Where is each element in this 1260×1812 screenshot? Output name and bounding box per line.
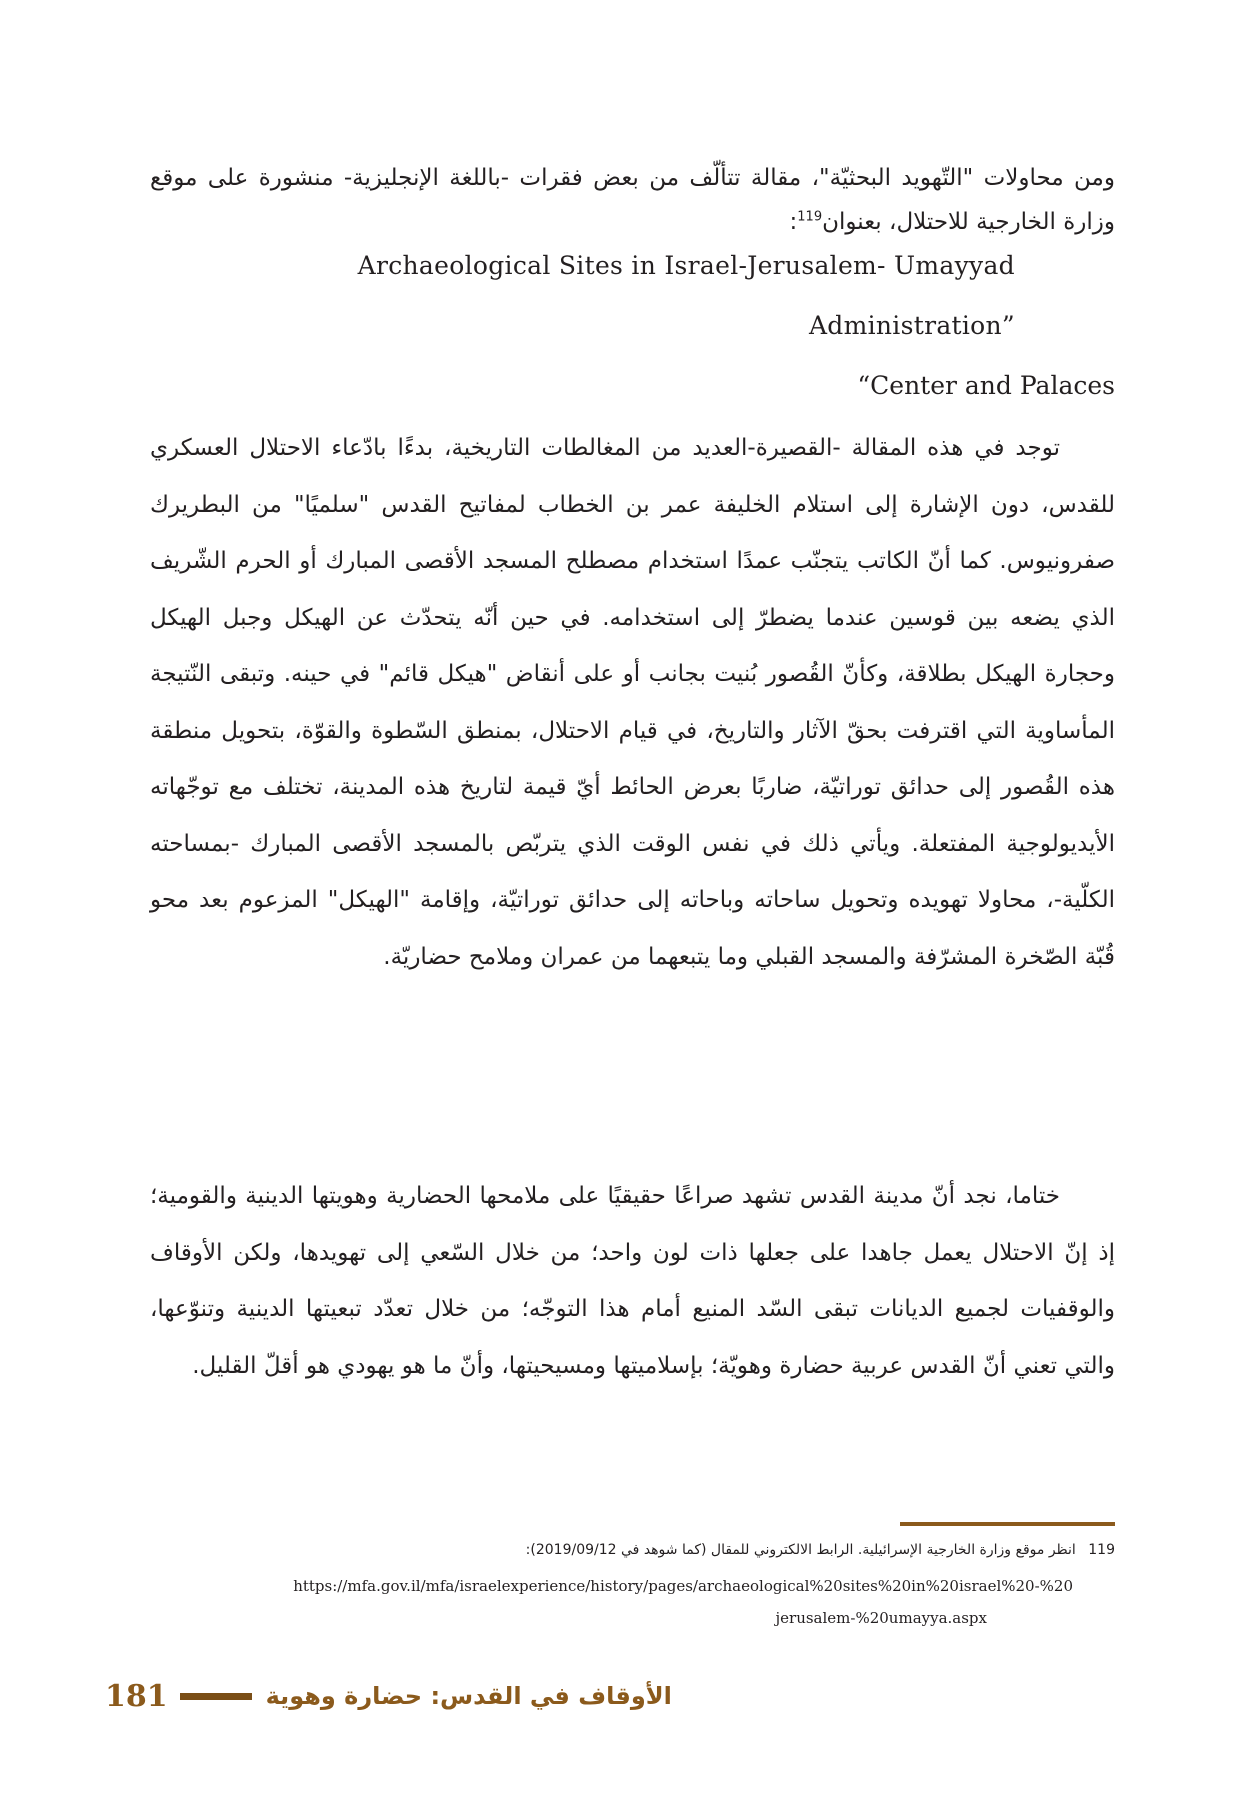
footer-bar [180, 1693, 252, 1700]
intro-text: ومن محاولات "التّهويد البحثيّة"، مقالة تتألّف من بعض فقرات -باللغة الإنجليزية- منشورة على موقع وزارة الخارجية للاحتلال، بعنوان [150, 165, 1115, 235]
body-paragraph-2 [150, 1168, 1115, 1394]
page-number: 181 [105, 1678, 168, 1714]
body-paragraph-1 [150, 420, 1115, 985]
intro-paragraph [150, 156, 1115, 244]
intro-colon: : [789, 209, 798, 235]
footnote-reference[interactable]: 119 [797, 209, 823, 225]
english-title-line-2: “Center and Palaces [857, 371, 1115, 400]
page-footer [105, 1676, 672, 1716]
paragraph-1-text: توجد في هذه المقالة -القصيرة-العديد من المغالطات التاريخية، بدءًا بادّعاء الاحتلال العسكري للقدس، دون الإشارة إلى استلام الخليفة عمر بن الخطاب لمفاتيح القدس "سلميًا" من البطريرك صفرونيوس. كما أنّ الكاتب يتجنّب عمدًا استخدام مصطلح المسجد الأقصى المبارك أو الحرم الشّريف الذي يضعه بين قوسين عندما يضطرّ إلى استخدامه. في حين أنّه يتحدّث عن الهيكل وجبل الهيكل وحجارة الهيكل بطلاقة، وكأنّ القُصور بُنيت بجانب أو على أنقاض "هيكل قائم" في حينه. وتبقى النّتيجة المأساوية التي اقترفت بحقّ الآثار والتاريخ، في قيام الاحتلال، بمنطق السّطوة والقوّة، بتحويل منطقة هذه القُصور إلى حدائق توراتيّة، ضاربًا بعرض الحائط أيّ قيمة لتاريخ هذه المدينة، تختلف مع توجّهاته الأيديولوجية المفتعلة. ويأتي ذلك في نفس الوقت الذي يتربّص بالمسجد الأقصى المبارك -بمساحته الكلّية-، محاولا تهويده وتحويل ساحاته وباحاته إلى حدائق توراتيّة، وإقامة "الهيكل" المزعوم بعد محو قُبّة الصّخرة المشرّفة والمسجد القبلي وما يتبعهما من عمران وملامح حضاريّة. [150, 435, 1115, 970]
footnote-url-line-2[interactable]: jerusalem-%20umayya.aspx [775, 1609, 987, 1627]
english-article-title [150, 236, 1115, 416]
footnote-url[interactable] [150, 1570, 1115, 1634]
footnote [150, 1538, 1115, 1562]
english-title-line-1: Archaeological Sites in Israel-Jerusalem- Umayyad Administration” [357, 251, 1015, 340]
footnote-text: انظر موقع وزارة الخارجية الإسرائيلية. الرابط الالكتروني للمقال (كما شوهد في 2019/09/12): [525, 1542, 1076, 1558]
footnote-divider [900, 1522, 1115, 1526]
running-title: الأوقاف في القدس: حضارة وهوية [265, 1682, 672, 1710]
paragraph-2-text: ختاما، نجد أنّ مدينة القدس تشهد صراعًا حقيقيًا على ملامحها الحضارية وهويتها الدينية والقومية؛ إذ إنّ الاحتلال يعمل جاهدا على جعلها ذات لون واحد؛ من خلال السّعي إلى تهويدها، ولكن الأوقاف والوقفيات لجميع الديانات تبقى السّد المنيع أمام هذا التوجّه؛ من خلال تعدّد تبعيتها الدينية وتنوّعها، والتي تعني أنّ القدس عربية حضارة وهويّة؛ بإسلاميتها ومسيحيتها، وأنّ ما هو يهودي هو أقلّ القليل. [150, 1183, 1115, 1379]
footnote-url-line-1[interactable]: https://mfa.gov.il/mfa/israelexperience/history/pages/archaeological%20sites%20in%20israel%20-%20 [293, 1577, 1073, 1595]
footnote-number: 119 [1088, 1542, 1115, 1558]
